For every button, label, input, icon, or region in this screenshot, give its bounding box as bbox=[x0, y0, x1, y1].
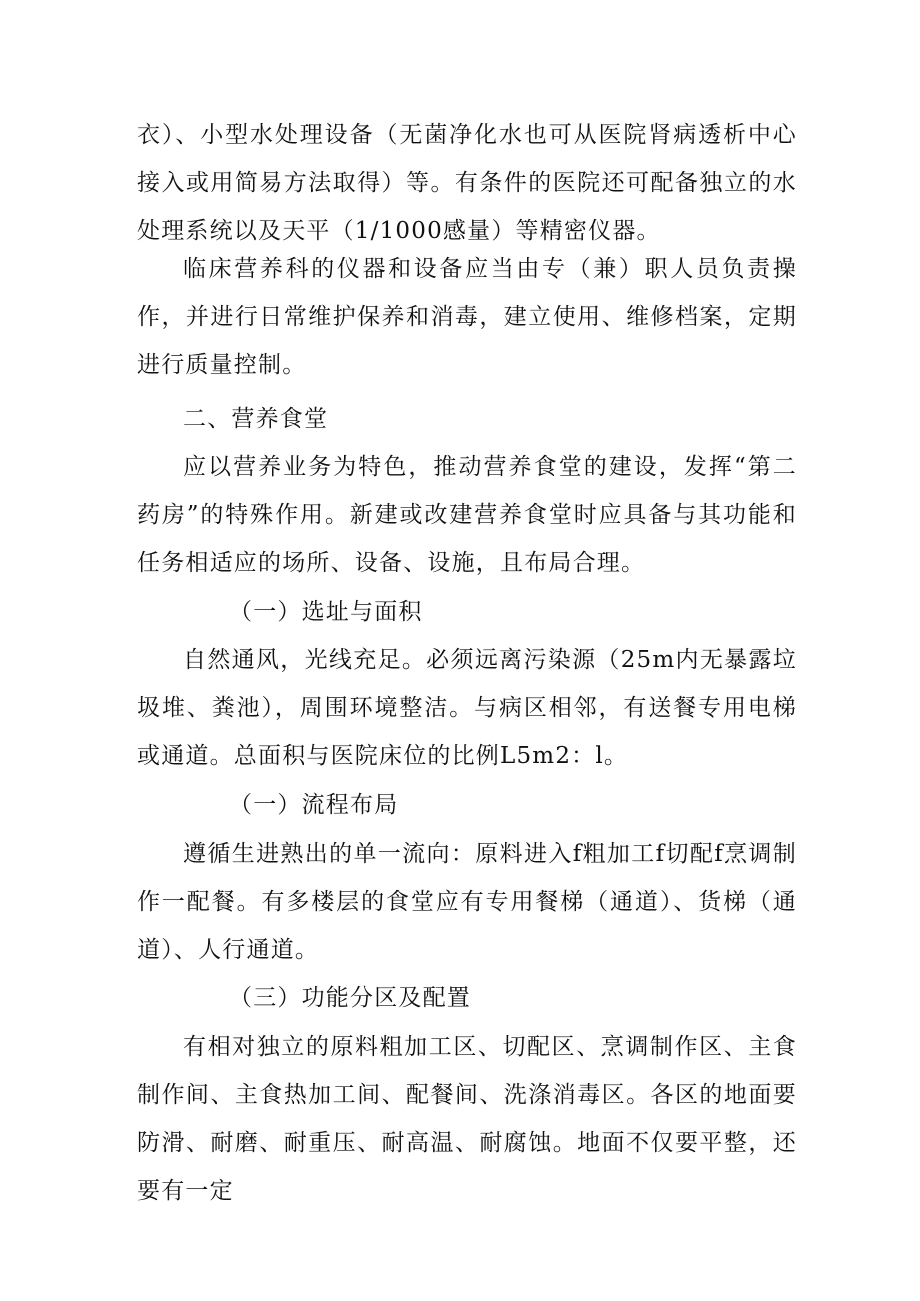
section-heading-nutrition-canteen: 二、营养食堂 bbox=[183, 406, 329, 432]
subheading-process-layout: （一）流程布局 bbox=[229, 792, 399, 818]
paragraph-canteen-intro: 应以营养业务为特色，推动营养食堂的建设，发挥“第二药房”的特殊作用。新建或改建营养食堂时应具备与其功能和任务相适应的场所、设备、设施，且布局合理。 bbox=[137, 454, 797, 576]
subheading-site-area: （一）选址与面积 bbox=[229, 599, 423, 625]
paragraph-functional-zones: 有相对独立的原料粗加工区、切配区、烹调制作区、主食制作间、主食热加工间、配餐间、洗涤消毒区。各区的地面要防滑、耐磨、耐重压、耐高温、耐腐蚀。地面不仅要平整，还要有一定 bbox=[137, 1034, 797, 1204]
subheading-functional-zones: （三）功能分区及配置 bbox=[229, 985, 471, 1011]
paragraph-site-area: 自然通风，光线充足。必须远离污染源（25m内无暴露垃圾堆、粪池），周围环境整洁。与病区相邻，有送餐专用电梯或通道。总面积与医院床位的比例L5m2：l。 bbox=[137, 647, 797, 769]
paragraph-water-equipment: 衣）、小型水处理设备（无菌净化水也可从医院肾病透析中心接入或用简易方法取得）等。有条件的医院还可配备独立的水处理系统以及天平（1/1000感量）等精密仪器。 bbox=[137, 122, 797, 244]
paragraph-equipment-maintenance: 临床营养科的仪器和设备应当由专（兼）职人员负责操作，并进行日常维护保养和消毒，建立使用、维修档案，定期进行质量控制。 bbox=[137, 256, 797, 378]
paragraph-process-layout: 遵循生进熟出的单一流向：原料进入f粗加工f切配f烹调制作一配餐。有多楼层的食堂应有专用餐梯（通道）、货梯（通道）、人行通道。 bbox=[137, 841, 797, 963]
